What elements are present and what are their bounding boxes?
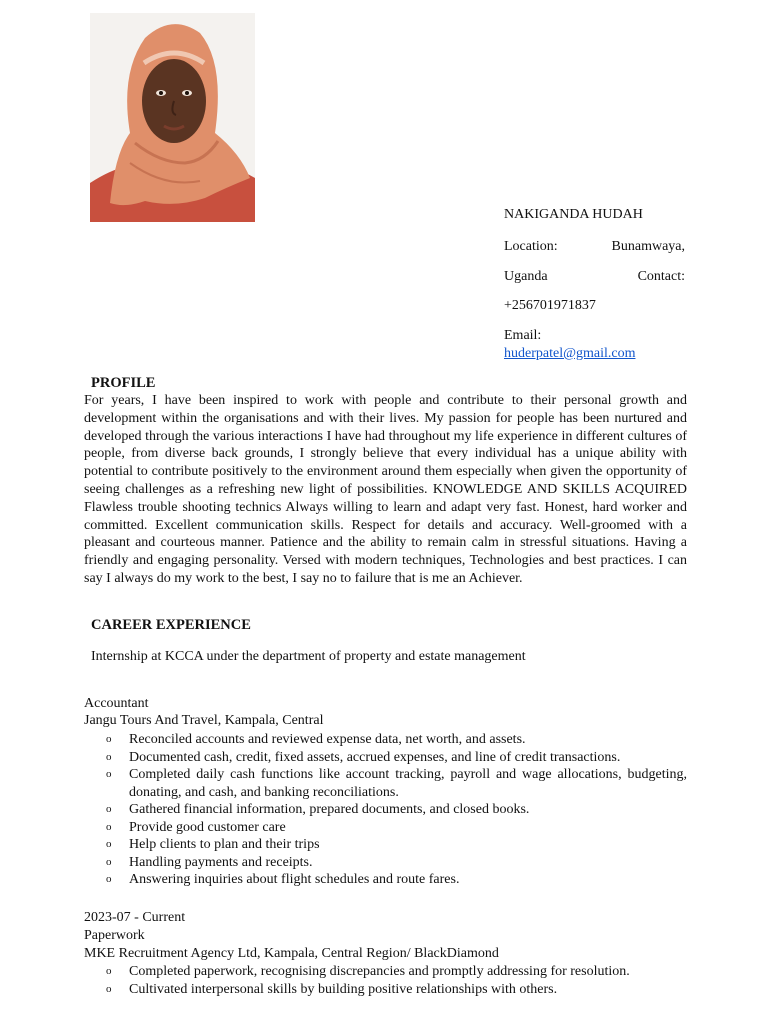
location-city: Bunamwaya, [611, 239, 685, 254]
bullet-icon: o [106, 982, 112, 995]
contact-label: Contact: [637, 269, 685, 284]
list-item-text: Completed daily cash functions like account tracking, payroll and wage allocations, budgeting, donating, and cash, and banking reconciliations. [129, 767, 687, 800]
candidate-name: NAKIGANDA HUDAH [504, 207, 643, 222]
job-duties-list [84, 963, 687, 998]
phone-number: +256701971837 [504, 298, 596, 313]
location-contact-line [504, 268, 685, 286]
bullet-icon: o [106, 733, 112, 745]
bullet-icon: o [106, 838, 112, 850]
bullet-icon: o [106, 873, 112, 885]
location-country: Uganda [504, 269, 548, 284]
list-item [84, 854, 687, 872]
bullet-icon: o [106, 768, 112, 780]
email-link[interactable]: huderpatel@gmail.com [504, 346, 636, 361]
internship-line: Internship at KCCA under the department of property and estate management [91, 649, 526, 664]
bullet-icon: o [106, 750, 112, 763]
email-label: Email: [504, 328, 542, 343]
profile-photo [90, 13, 255, 222]
profile-heading: PROFILE [91, 375, 156, 391]
location-label: Location: [504, 239, 558, 254]
list-item [84, 749, 687, 767]
job-dates: 2023-07 - Current [84, 910, 186, 925]
job-company: Jangu Tours And Travel, Kampala, Central [84, 713, 324, 728]
list-item [84, 981, 687, 999]
location-line [504, 238, 685, 256]
list-item [84, 766, 687, 801]
list-item [84, 963, 687, 981]
bullet-icon: o [106, 855, 112, 868]
list-item [84, 836, 687, 854]
list-item-text: Completed paperwork, recognising discrepancies and promptly addressing for resolution. [129, 964, 630, 979]
list-item-text: Provide good customer care [129, 819, 286, 835]
list-item-text: Help clients to plan and their trips [129, 837, 320, 852]
portrait-image [90, 13, 255, 222]
list-item-text: Cultivated interpersonal skills by building positive relationships with others. [129, 981, 558, 997]
job-company: MKE Recruitment Agency Ltd, Kampala, Central Region/ BlackDiamond [84, 946, 499, 961]
job-role: Paperwork [84, 928, 145, 943]
list-item [84, 819, 687, 837]
bullet-icon: o [106, 803, 112, 815]
list-item-text: Reconciled accounts and reviewed expense data, net worth, and assets. [129, 732, 526, 747]
bullet-icon: o [106, 820, 112, 833]
list-item-text: Gathered financial information, prepared documents, and closed books. [129, 802, 530, 817]
list-item [84, 801, 687, 819]
job-role: Accountant [84, 696, 149, 711]
list-item-text: Answering inquiries about flight schedules and route fares. [129, 872, 460, 887]
list-item-text: Handling payments and receipts. [129, 854, 313, 870]
career-heading: CAREER EXPERIENCE [91, 617, 251, 633]
list-item [84, 871, 687, 889]
profile-paragraph: For years, I have been inspired to work with people and contribute to their personal growth and development within the organisations and with their lives. My passion for people has been nurtured and developed through the various interactions I have had throughout my life experience in different cultures of people, from diverse back grounds, I strongly believe that every individual has a unique ability with potential to contribute positively to the environment around them especially when given the opportunity of seeing challenges as a refreshing new light of possibilities. KNOWLEDGE AND SKILLS ACQUIRED Flawless trouble shooting technics Always willing to learn and adapt very fast. Honest, hard worker and committed. Excellent communication skills. Respect for details and accuracy. Well-groomed with a pleasant and courteous manner. Patience and the ability to remain calm in stressful situations. Having a friendly and engaging personality. Versed with modern techniques, Technologies and best practices. I can say I always do my work to the best, I say no to failure that is me an Achiever. [84, 393, 687, 586]
list-item [84, 731, 687, 749]
list-item-text: Documented cash, credit, fixed assets, accrued expenses, and line of credit transactions. [129, 749, 621, 765]
job-duties-list [84, 731, 687, 889]
bullet-icon: o [106, 965, 112, 977]
